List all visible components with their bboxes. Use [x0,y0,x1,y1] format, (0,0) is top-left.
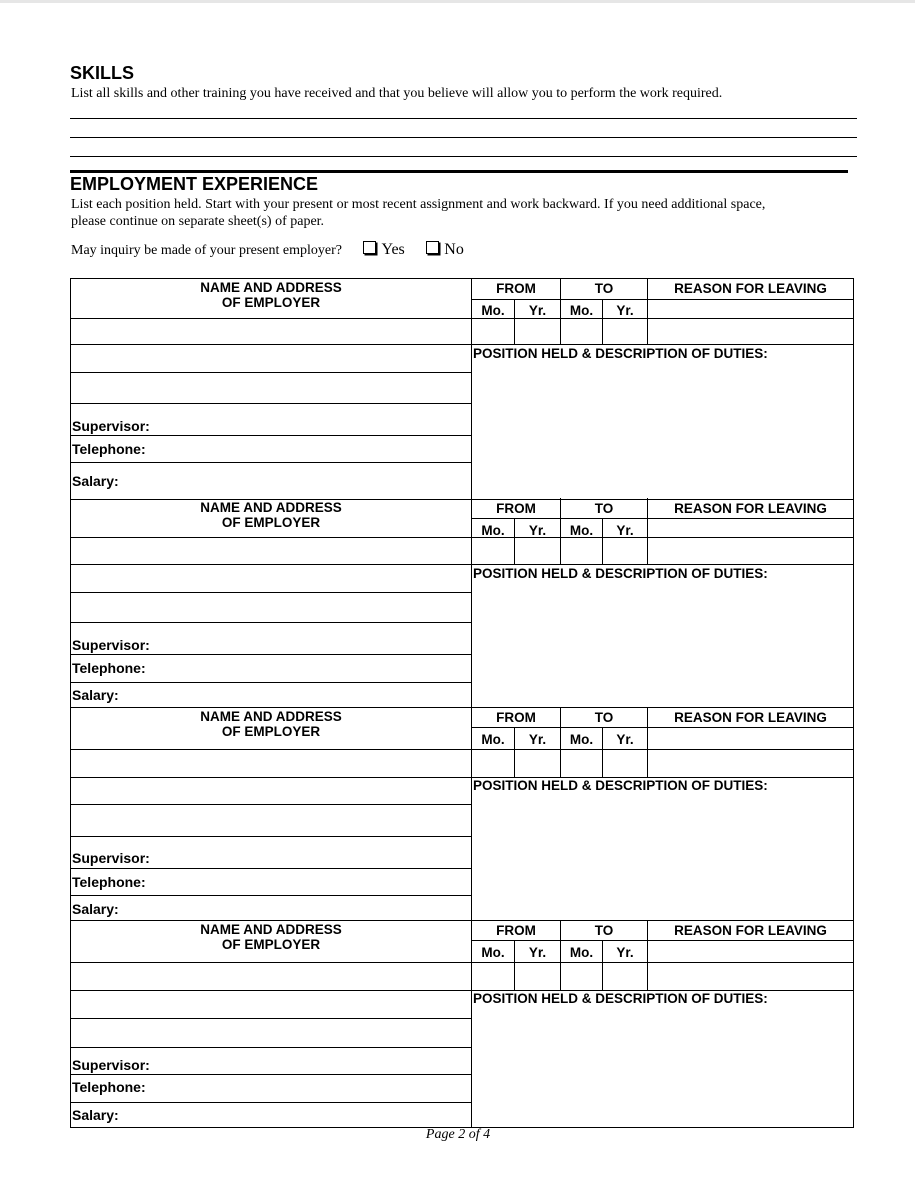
from-label: FROM [496,281,536,296]
option-yes[interactable] [363,241,404,258]
yes-label: Yes [381,241,405,258]
no-checkbox[interactable] [426,241,439,254]
of-employer-label: OF EMPLOYER [221,515,321,530]
from-mo-label: Mo. [481,945,505,960]
no-label: No [444,241,464,258]
employer-block-1 [70,278,854,499]
to-label: TO [594,281,614,296]
reason-label: REASON FOR LEAVING [674,281,827,296]
name-address-label: NAME AND ADDRESS [200,709,342,724]
supervisor-label: Supervisor: [72,1057,150,1073]
telephone-label: Telephone: [72,874,146,890]
position-duties-label: POSITION HELD & DESCRIPTION OF DUTIES: [473,346,768,361]
employment-heading: EMPLOYMENT EXPERIENCE [70,174,319,194]
of-employer-label: OF EMPLOYER [221,724,321,739]
salary-label: Salary: [72,901,119,917]
from-mo-label: Mo. [481,732,505,747]
telephone-label: Telephone: [72,441,146,457]
reason-label: REASON FOR LEAVING [674,923,827,938]
yes-checkbox[interactable] [363,241,376,254]
reason-label: REASON FOR LEAVING [674,710,827,725]
employer-block-3 [70,707,854,920]
inquiry-question: May inquiry be made of your present employer? [71,243,342,258]
skills-instruction: List all skills and other training you have received and that you believe will allow you to perform the work required. [71,86,723,101]
name-address-label: NAME AND ADDRESS [200,922,342,937]
to-yr-label: Yr. [616,303,634,318]
page-number: Page 2 of 4 [425,1127,491,1142]
to-label: TO [594,710,614,725]
to-mo-label: Mo. [569,945,594,960]
from-yr-label: Yr. [528,732,547,747]
section-divider [70,170,848,173]
employment-instruction-2: please continue on separate sheet(s) of paper. [71,214,325,229]
telephone-label: Telephone: [72,1079,146,1095]
reason-label: REASON FOR LEAVING [674,501,827,516]
to-label: TO [594,923,614,938]
to-mo-label: Mo. [569,303,594,318]
skills-line-1[interactable] [70,118,857,119]
telephone-label: Telephone: [72,660,146,676]
to-yr-label: Yr. [616,945,634,960]
to-yr-label: Yr. [616,732,634,747]
of-employer-label: OF EMPLOYER [221,937,321,952]
name-address-label: NAME AND ADDRESS [200,500,342,515]
from-yr-label: Yr. [528,945,547,960]
from-label: FROM [496,710,536,725]
from-yr-label: Yr. [528,523,547,538]
skills-line-3[interactable] [70,156,857,157]
skills-heading: SKILLS [70,63,135,83]
supervisor-label: Supervisor: [72,850,150,866]
name-address-label: NAME AND ADDRESS [200,280,342,295]
position-duties-label: POSITION HELD & DESCRIPTION OF DUTIES: [473,991,768,1006]
to-mo-label: Mo. [569,732,594,747]
position-duties-label: POSITION HELD & DESCRIPTION OF DUTIES: [473,778,768,793]
from-label: FROM [496,501,536,516]
to-mo-label: Mo. [569,523,594,538]
page-top-edge [0,0,915,3]
inquiry-row [71,240,464,261]
salary-label: Salary: [72,473,119,489]
supervisor-label: Supervisor: [72,637,150,653]
salary-label: Salary: [72,1107,119,1123]
employer-block-2 [70,498,854,707]
supervisor-label: Supervisor: [72,418,150,434]
from-mo-label: Mo. [481,523,505,538]
to-yr-label: Yr. [616,523,634,538]
position-duties-label: POSITION HELD & DESCRIPTION OF DUTIES: [473,566,768,581]
skills-line-2[interactable] [70,137,857,138]
employer-block-4 [70,920,854,1128]
from-mo-label: Mo. [481,303,505,318]
salary-label: Salary: [72,687,119,703]
from-yr-label: Yr. [528,303,547,318]
from-label: FROM [496,923,536,938]
employment-instruction-1: List each position held. Start with your present or most recent assignment and work backward. If you need additional space, [71,197,766,212]
option-no[interactable] [426,241,464,258]
of-employer-label: OF EMPLOYER [221,295,321,310]
to-label: TO [594,501,614,516]
page-footer [0,1127,915,1143]
